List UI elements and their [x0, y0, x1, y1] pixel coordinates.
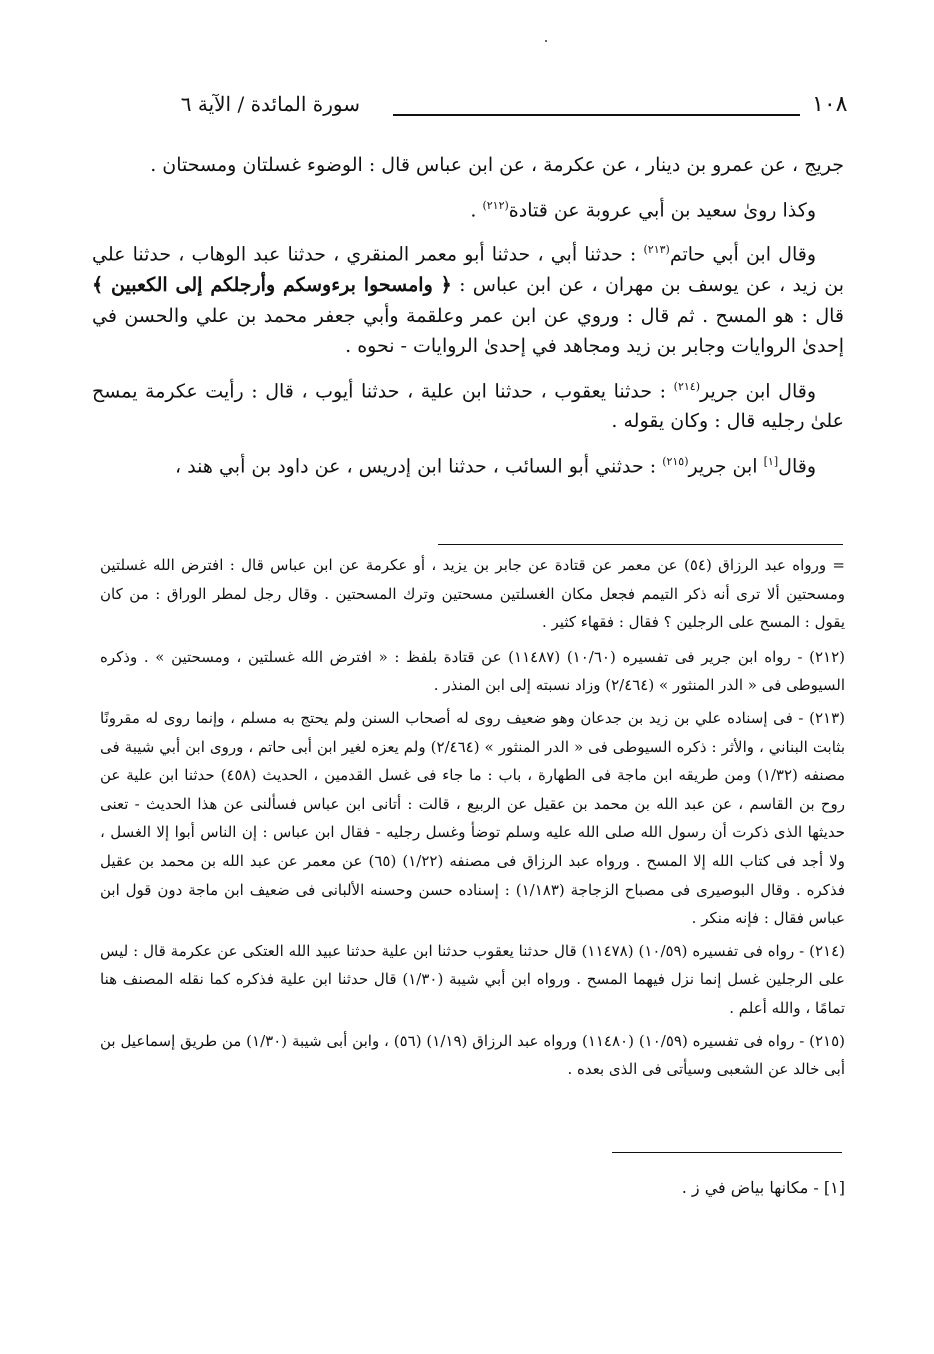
scan-speck	[545, 40, 547, 42]
main-text	[92, 150, 844, 492]
paragraph-text: قال : هو المسح . ثم قال : وروي عن ابن عمر وعلقمة وأبي جعفر محمد بن علي والحسن في إحدىٰ الروايات وجابر بن زيد ومجاهد في إحدىٰ الروايات - نحوه .	[92, 304, 844, 358]
footnote: = ورواه عبد الرزاق (٥٤) عن معمر عن قتادة عن جابر بن يزيد ، أو عكرمة عن ابن عباس قال : افترض الله غسلتين ومسحتين ألا ترى أنه ذكر التيمم فجعل مكان الغسلتين مسحتين وترك المسحتين . وقال رجل لمطر الوراق : من كان يقول : المسح على الرجلين ؟ فقال : فقهاء كثير .	[100, 556, 845, 632]
paragraph-text: وكذا روىٰ سعيد بن أبي عروبة عن قتادة	[508, 198, 816, 221]
editor-note: [١] - مكانها بياض في ز .	[681, 1178, 845, 1197]
paragraph	[92, 235, 844, 361]
quran-quote: ﴿ وامسحوا برءوسكم وأرجلكم إلى الكعبين ﴾	[92, 274, 452, 297]
paragraph	[92, 447, 844, 482]
paragraph-text: : حدثنا يعقوب ، حدثنا ابن علية ، حدثنا أيوب ، قال : رأيت عكرمة يمسح علىٰ رجليه قال : وكان يقوله .	[92, 379, 844, 433]
footnote-rule	[438, 544, 843, 545]
paragraph-text: وقال ابن أبي حاتم	[669, 243, 816, 266]
editor-note-ref: [١]	[763, 454, 779, 468]
paragraph-text: وقال ابن جرير	[699, 379, 816, 402]
footnote: (٢١٥) - رواه فى تفسيره (١٠/٥٩) (١١٤٨٠) ورواه عبد الرزاق (١/١٩) (٥٦) ، وابن أبى شيبة (١/٣٠) من طريق إسماعيل بن أبى خالد عن الشعبى وسيأتى فى الذى بعده .	[100, 1031, 846, 1079]
paragraph	[92, 150, 844, 181]
footnote: (٢١٢) - رواه ابن جرير فى تفسيره (١٠/٦٠) (١١٤٨٧) عن قتادة بلفظ : « افترض الله غسلتين ، ومسحتين » . وذكره السيوطى فى « الدر المنثور » (٢/٤٦٤) وزاد نسبته إلى ابن المنذر .	[100, 647, 845, 695]
paragraph-text: ابن جرير	[688, 455, 764, 478]
paragraph	[92, 372, 844, 437]
paragraph-text: .	[470, 198, 483, 221]
paragraph-text: جريج ، عن عمرو بن دينار ، عن عكرمة ، عن ابن عباس قال : الوضوء غسلتان ومسحتان .	[150, 154, 844, 176]
paragraph	[92, 191, 844, 226]
running-title: سورة المائدة / الآية ٦	[180, 92, 360, 116]
paragraph-text: : حدثني أبو السائب ، حدثنا ابن إدريس ، عن داود بن أبي هند ،	[175, 455, 663, 478]
header-rule	[393, 114, 800, 116]
footnote-ref: (٢١٢)	[482, 198, 509, 212]
footnote-ref: (٢١٣)	[643, 243, 670, 257]
page-number: ١٠٨	[812, 92, 848, 117]
footnote-ref: (٢١٥)	[662, 454, 689, 468]
footnote-ref: (٢١٤)	[673, 379, 700, 393]
footnote: (٢١٣) - فى إسناده علي بن زيد بن جدعان وهو ضعيف روى له أصحاب السنن ولم يحتج به مسلم ، وإنما روى له مقرونًا بثابت البناني ، والأثر : ذكره السيوطى فى « الدر المنثور » (٢/٤٦٤) ولم يعزه لغير ابن أبى حاتم ، وروى ابن أبي شيبة فى مصنفه (١/٣٢) ومن طريقه ابن ماجة فى الطهارة ، باب : ما جاء فى غسل القدمين ، الحديث (٤٥٨) حدثنا ابن علية عن روح بن القاسم ، عن عبد الله بن محمد بن عقيل عن الربيع ، قالت : أتانى ابن عباس فسألنى عن هذا الحديث - تعنى حديثها الذى ذكرت أن رسول الله صلى الله عليه وسلم توضأ وغسل رجليه - فقال ابن عباس : إن الناس أبوا إلا الغسل ، ولا أجد فى كتاب الله إلا المسح . ورواه عبد الرزاق فى مصنفه (١/٢٢) (٦٥) عن معمر عن عبد الله بن محمد بن عقيل فذكره . وقال البوصيرى فى مصباح الزجاجة (١/١٨٣) : إسناده حسن وحسنه الألبانى فى ضعيف ابن ماجة دون قول ابن عباس فقال : فإنه منكر .	[100, 708, 845, 928]
editor-note-rule	[612, 1152, 842, 1153]
footnote: (٢١٤) - رواه فى تفسيره (١٠/٥٩) (١١٤٧٨) قال حدثنا يعقوب حدثنا ابن علية حدثنا عبيد الله العتكى عن عكرمة قال : ليس على الرجلين غسل إنما نزل فيهما المسح . ورواه ابن أبي شيبة (١/٣٠) قال حدثنا ابن علية فذكره كما نقله المصنف هنا تمامًا ، والله أعلم .	[100, 941, 845, 1017]
paragraph-text: : حدثنا أبي ، حدثنا أبو معمر المنقري ، حدثنا عبد الوهاب ، حدثنا علي بن زيد ، عن يوسف بن مهران ، عن ابن عباس :	[92, 243, 844, 297]
paragraph-text: وقال	[778, 455, 816, 478]
footnotes	[100, 551, 845, 1088]
